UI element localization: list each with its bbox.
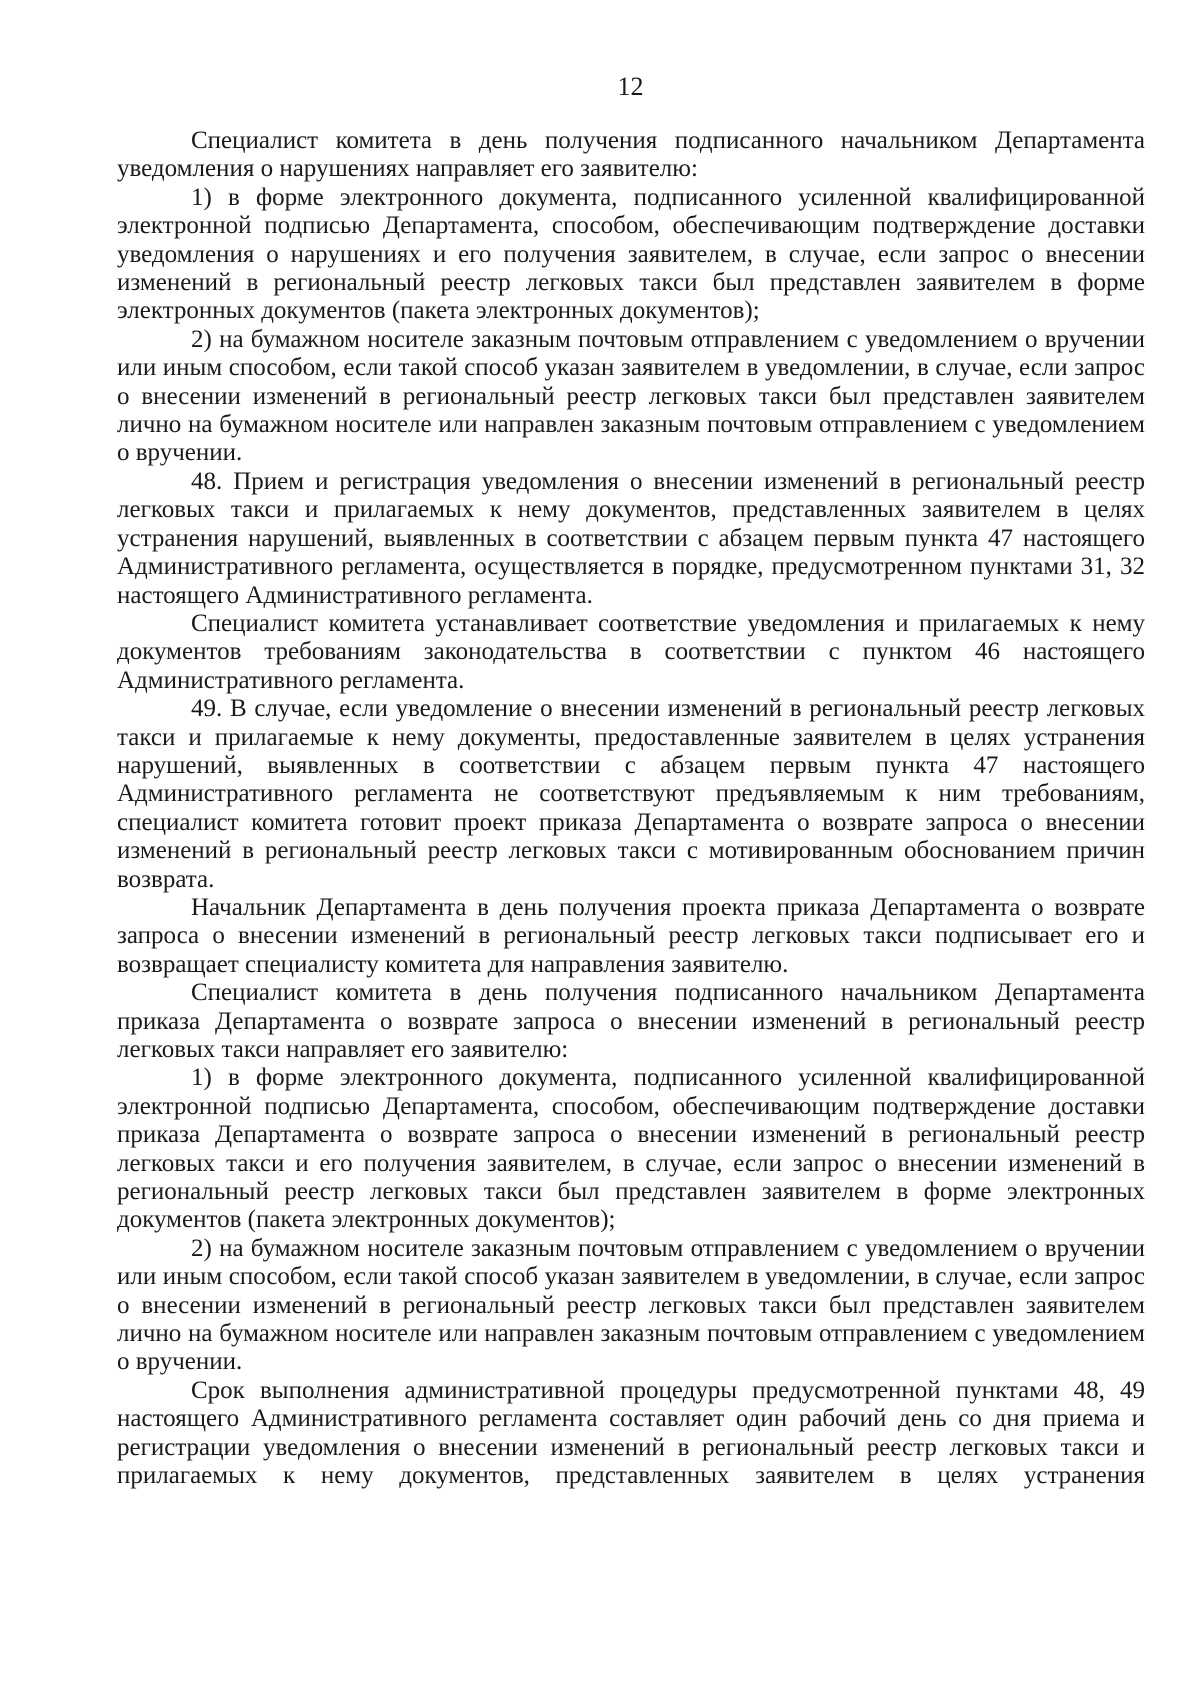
paragraph-order-delivery: Специалист комитета в день получения подписанного начальником Департамента приказа Департамента о возврате запроса о внесении изменений в региональный реестр легковых такси направляет его заявителю: xyxy=(117,979,1145,1063)
paragraph-head-signs: Начальник Департамента в день получения проекта приказа Департамента о возврате запроса о внесении изменений в региональный реестр легковых такси подписывает его и возвращает специалисту комитета для направления заявителю. xyxy=(117,893,1145,978)
paragraph-order-electronic: 1) в форме электронного документа, подписанного усиленной квалифицированной электронной подписью Департамента, способом, обеспечивающим подтверждение доставки приказа Департамента о возврате запроса о внесении изменений в региональный реестр легковых такси и его получения заявителем, в случае, если запрос о внесении изменений в региональный реестр легковых такси был представлен заявителем в форме электронных документов (пакета электронных документов); xyxy=(117,1064,1145,1234)
document-body xyxy=(117,127,1145,1491)
page-number: 12 xyxy=(617,72,644,101)
paragraph-notice-electronic: 1) в форме электронного документа, подписанного усиленной квалифицированной электронной подписью Департамента, способом, обеспечивающим подтверждение доставки уведомления о нарушениях и его получения заявителем, в случае, если запрос о внесении изменений в региональный реестр легковых такси был представлен заявителем в форме электронных документов (пакета электронных документов); xyxy=(117,183,1145,325)
paragraph-order-paper: 2) на бумажном носителе заказным почтовым отправлением с уведомлением о вручении или иным способом, если такой способ указан заявителем в уведомлении, в случае, если запрос о внесении изменений в региональный реестр легковых такси был представлен заявителем лично на бумажном носителе или направлен заказным почтовым отправлением с уведомлением о вручении. xyxy=(117,1234,1145,1376)
paragraph-compliance-check: Специалист комитета устанавливает соответствие уведомления и прилагаемых к нему документов требованиям законодательства в соответствии с пунктом 46 настоящего Административного регламента. xyxy=(117,609,1145,694)
paragraph-item-49: 49. В случае, если уведомление о внесении изменений в региональный реестр легковых такси и прилагаемые к нему документы, предоставленные заявителем в целях устранения нарушений, выявленных в соответствии с абзацем первым пункта 47 настоящего Административного регламента не соответствуют предъявляемым к ним требованиям, специалист комитета готовит проект приказа Департамента о возврате запроса о внесении изменений в региональный реестр легковых такси с мотивированным обоснованием причин возврата. xyxy=(117,695,1145,893)
paragraph-notice-delivery: Специалист комитета в день получения подписанного начальником Департамента уведомления о нарушениях направляет его заявителю: xyxy=(117,127,1145,183)
paragraph-deadline: Срок выполнения административной процедуры предусмотренной пунктами 48, 49 настоящего Административного регламента составляет один рабочий день со дня приема и регистрации уведомления о внесении изменений в региональный реестр легковых такси и прилагаемых к нему документов, представленных заявителем в целях устранения xyxy=(117,1376,1145,1490)
paragraph-notice-paper: 2) на бумажном носителе заказным почтовым отправлением с уведомлением о вручении или иным способом, если такой способ указан заявителем в уведомлении, в случае, если запрос о внесении изменений в региональный реестр легковых такси был представлен заявителем лично на бумажном носителе или направлен заказным почтовым отправлением с уведомлением о вручении. xyxy=(117,325,1145,467)
paragraph-item-48: 48. Прием и регистрация уведомления о внесении изменений в региональный реестр легковых такси и прилагаемых к нему документов, представленных заявителем в целях устранения нарушений, выявленных в соответствии с абзацем первым пункта 47 настоящего Административного регламента, осуществляется в порядке, предусмотренном пунктами 31, 32 настоящего Административного регламента. xyxy=(117,467,1145,609)
